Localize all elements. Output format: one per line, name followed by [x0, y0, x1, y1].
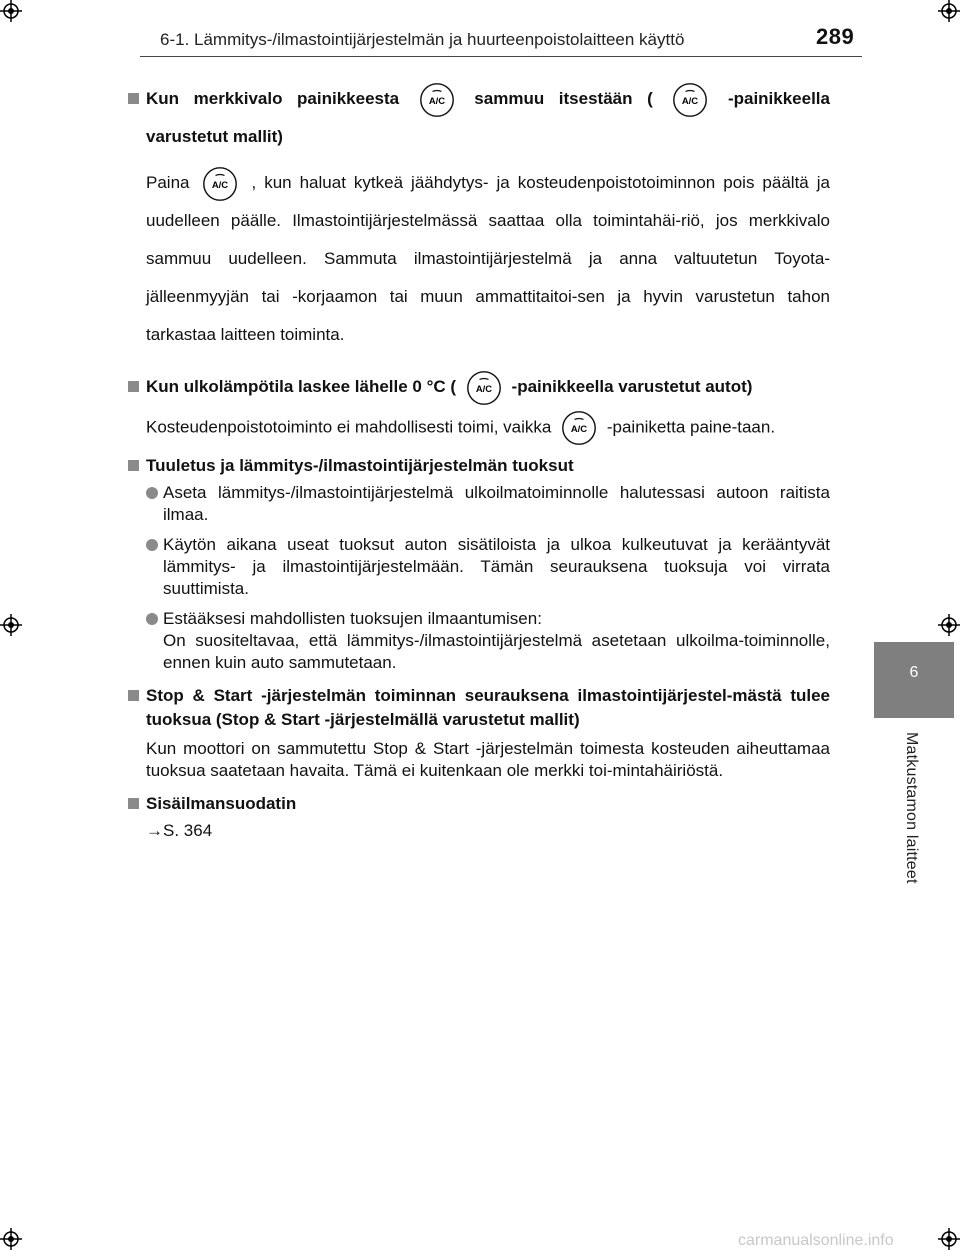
section-body: Kosteudenpoistotoiminto ei mahdollisesti toimi, vaikka A/C -painiketta paine-taan. [146, 410, 830, 446]
section-heading: Kun merkkivalo painikkeesta A/C sammuu itsestään ( A/C -painikkeella varustetut mallit) [128, 80, 830, 156]
round-bullet-icon [146, 613, 158, 625]
square-bullet-icon [128, 93, 139, 104]
list-item: Aseta lämmitys-/ilmastointijärjestelmä ulkoilmatoiminnolle halutessasi autoon raitista ilmaa. [146, 482, 830, 526]
svg-text:A/C: A/C [475, 383, 492, 395]
ac-button-icon [419, 82, 455, 118]
section-heading: Tuuletus ja lämmitys-/ilmastointijärjestelmän tuoksut [128, 454, 830, 478]
watermark: carmanualsonline.info [738, 1232, 894, 1249]
crop-mark-icon [0, 614, 22, 636]
ac-button-icon [672, 82, 708, 118]
page-reference: →S. 364 [146, 821, 213, 840]
crop-mark-icon [938, 1228, 960, 1250]
crop-mark-icon [0, 1228, 22, 1250]
square-bullet-icon [128, 798, 139, 809]
chapter-number: 6 [909, 664, 919, 681]
ac-button-icon [202, 166, 238, 202]
ac-button-icon [466, 370, 502, 406]
square-bullet-icon [128, 460, 139, 471]
svg-text:A/C: A/C [570, 424, 588, 436]
section-heading: Sisäilmansuodatin [128, 792, 830, 816]
list-item: Käytön aikana useat tuoksut auton sisätiloista ja ulkoa kulkeutuvat ja kerääntyvät lämmitys- ja ilmastointijärjestelmään. Tämän seurauksena tuoksuja voi virrata suuttimista. [146, 534, 830, 600]
page-content [128, 80, 830, 842]
crop-mark-icon [0, 0, 22, 22]
crop-mark-icon [938, 614, 960, 636]
svg-text:A/C: A/C [212, 179, 229, 191]
section-heading: Stop & Start -järjestelmän toiminnan seurauksena ilmastointijärjestel-mästä tulee tuoksua (Stop & Start -järjestelmällä varustetut mallit) [128, 684, 830, 732]
square-bullet-icon [128, 381, 139, 392]
chapter-label: Matkustamon laitteet [903, 732, 920, 884]
crop-mark-icon [938, 0, 960, 22]
section-heading: Kun ulkolämpötila laskee lähelle 0 °C ( A/C -painikkeella varustetut autot) [128, 368, 830, 406]
round-bullet-icon [146, 539, 158, 551]
list-item: Estääksesi mahdollisten tuoksujen ilmaantumisen: On suositeltavaa, että lämmitys-/ilmastointijärjestelmä asetetaan ulkoilma-toiminnolle, ennen kuin auto sammutetaan. [146, 608, 830, 674]
header-rule [140, 56, 862, 57]
ac-button-icon [561, 410, 597, 446]
svg-text:A/C: A/C [428, 95, 445, 107]
header-title: 6-1. Lämmitys-/ilmastointijärjestelmän ja huurteenpoistolaitteen käyttö [160, 30, 685, 49]
square-bullet-icon [128, 690, 139, 701]
svg-text:A/C: A/C [682, 95, 699, 107]
section-body: Paina A/C , kun haluat kytkeä jäähdytys- ja kosteudenpoistotoiminnon pois päältä ja uudelleen päälle. Ilmastointijärjestelmässä saattaa olla toimintahäi-riö, jos merkkivalo sammuu uudelleen. Sammuta ilmastointijärjestelmä ja anna valtuutetun Toyota-jälleenmyyjän tai -korjaamon tai muun ammattitaitoi-sen ja hyvin varustetun tahon tarkastaa laitteen toiminta. [146, 164, 830, 354]
page-number: 289 [816, 24, 855, 49]
section-body: Kun moottori on sammutettu Stop & Start -järjestelmän toimesta kosteuden aiheuttamaa tuoksua saatetaan havaita. Tämä ei kuitenkaan ole merkki toi-mintahäiriöstä. [146, 739, 830, 780]
chapter-tab [874, 642, 954, 718]
round-bullet-icon [146, 487, 158, 499]
